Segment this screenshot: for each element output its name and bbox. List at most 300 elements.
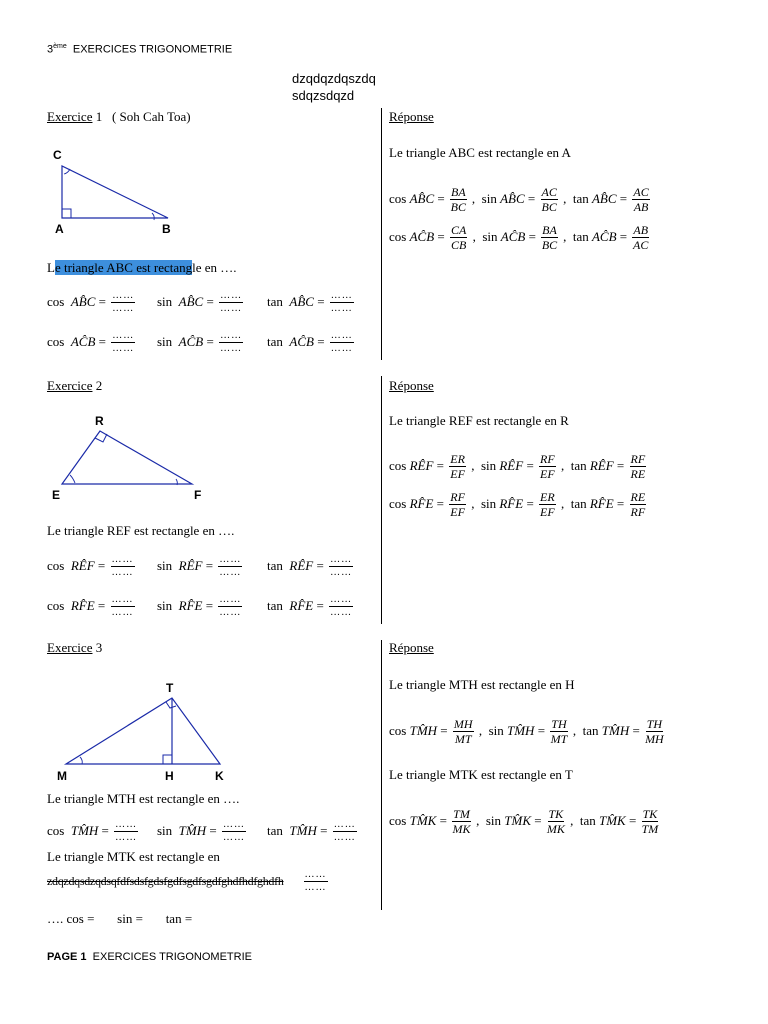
ex3-answer-a-ratio-den: MT (550, 731, 568, 746)
ex3-answer-b-fn: tan (579, 813, 599, 828)
answer-3-formulas-1 (389, 711, 729, 751)
ex3-question-fn: cos (47, 823, 71, 838)
ex3-answer-b-ratio (452, 808, 471, 835)
ex2-question-blank-num: …… (330, 553, 353, 565)
label-k: K (215, 769, 224, 783)
ex3-answer-b-angle: TM̂K (598, 813, 626, 828)
ex2-answer-ratio (630, 453, 647, 480)
ex3-question-fn: tan (267, 823, 290, 838)
ex1-question-item (267, 331, 377, 354)
ex1-answer-ratio-den: AC (633, 237, 649, 252)
ex1-answer-eq: = (616, 191, 631, 206)
exercise-2-word: Exercice (47, 378, 93, 393)
exercise-2-sentence: Le triangle REF est rectangle en …. (47, 523, 235, 538)
page-header (47, 43, 232, 56)
exercise-2-questions (47, 546, 377, 626)
ex2-answer-angle: RF̂E (499, 496, 524, 511)
ex2-answer-eq: = (523, 458, 538, 473)
ex1-question-blank-den: …… (220, 342, 243, 354)
ex3-question-blank (333, 820, 357, 843)
ex2-answer-ratio (539, 491, 556, 518)
ex2-question-row (47, 546, 377, 586)
ex2-question-angle: RF̂E (289, 598, 314, 613)
ex2-question-eq: = (202, 558, 217, 573)
ex2-question-angle: RF̂E (178, 598, 203, 613)
ex1-question-blank-num: …… (112, 289, 135, 301)
ex1-question-angle: AB̂C (178, 294, 204, 309)
ex3-answer-b-angle: TM̂K (409, 813, 437, 828)
ex2-question-blank-num: …… (330, 593, 353, 605)
ex2-answer-ratio (449, 491, 466, 518)
selected-text[interactable]: e triangle ABC est rectang (54, 260, 193, 275)
label-f: F (194, 488, 202, 502)
ex1-question-eq: = (203, 294, 218, 309)
exercise-1-num: 1 (95, 109, 103, 124)
ex1-question-angle: AB̂C (289, 294, 314, 309)
answer-3-sentence-2: Le triangle MTK est rectangle en T (389, 767, 573, 782)
ex2-answer-ratio-num: RF (630, 451, 646, 466)
garbled-text: zdqzdqsdzqdsqfdfsdsfgdsfgdfsgdfsgdfghdfhdfghdfh (47, 874, 284, 888)
exercise-1-hint: ( Soh Cah Toa) (111, 109, 191, 124)
ex2-answer-fn: cos (389, 458, 410, 473)
ex1-question-blank-num: …… (220, 289, 243, 301)
exercise-3-garbled-row[interactable] (47, 870, 367, 893)
ex3-answer-a-eq: = (534, 723, 549, 738)
ex1-question-blank (111, 331, 135, 354)
ex2-question-blank (111, 595, 135, 618)
label-c: C (53, 148, 62, 162)
ex3-answer-a-ratio (645, 718, 664, 745)
ex3-answer-a-fn: tan (582, 723, 602, 738)
ex1-answer-ratio-num: BA (542, 222, 557, 237)
exercise-1-sentence (47, 260, 237, 276)
ex1-answer-ratio (632, 186, 649, 213)
garbled-fraction: $\frac{\dots\dots}{\dots\dots}$ (304, 869, 327, 893)
ex3-answer-b-sep: , (472, 813, 486, 828)
ex2-answer-row (389, 485, 719, 523)
last-line-sin: sin = (117, 911, 143, 926)
ex1-answer-ratio-num: AC (541, 184, 557, 199)
exercise-3-sentence-2: Le triangle MTK est rectangle en (47, 849, 220, 864)
ex1-question-eq: = (95, 294, 110, 309)
exercise-3-word: Exercice (47, 640, 93, 655)
typed-text[interactable] (292, 70, 376, 104)
ex3-answer-b-ratio (547, 808, 565, 835)
exercise-1-title (47, 109, 191, 125)
ex1-answer-eq: = (616, 229, 631, 244)
ex1-question-blank (219, 291, 243, 314)
ex3-question-angle: TM̂H (70, 823, 99, 838)
ex2-question-fn: sin (157, 598, 179, 613)
ex3-answer-a-ratio-num: MH (453, 716, 473, 731)
ex1-answer-ratio (450, 224, 467, 251)
ex3-answer-b-angle: TM̂K (504, 813, 531, 828)
ex3-answer-b-ratio-num: TK (548, 806, 564, 821)
ex2-answer-angle: RÊF (499, 458, 524, 473)
ex3-answer-b-eq: = (436, 813, 451, 828)
ex1-question-eq: = (313, 334, 328, 349)
ex2-answer-ratio-num: RF (450, 489, 465, 504)
ex1-question-item (47, 291, 157, 314)
ex1-question-angle: AĈB (289, 334, 314, 349)
ex2-question-item (157, 555, 267, 578)
ex1-answer-ratio-den: CB (451, 237, 467, 252)
ex1-answer-sep: , (468, 191, 482, 206)
ex2-question-blank (111, 555, 135, 578)
ex2-question-blank-den: …… (330, 566, 353, 578)
ex2-question-blank (218, 595, 242, 618)
ex2-question-blank-num: …… (219, 593, 242, 605)
ex2-question-angle: RÊF (70, 558, 95, 573)
exercise-3-title (47, 640, 102, 656)
ex2-answer-ratio (449, 453, 466, 480)
ex1-question-blank-den: …… (330, 342, 353, 354)
ex1-answer-fn: tan (572, 229, 592, 244)
ex2-question-eq: = (313, 598, 328, 613)
ex2-answer-fn: tan (570, 458, 590, 473)
ex2-question-blank (218, 555, 242, 578)
exercise-3-last-line (47, 911, 192, 927)
ex2-question-blank-den: …… (219, 566, 242, 578)
last-line-cos: …. cos = (47, 911, 95, 926)
header-title: EXERCICES TRIGONOMETRIE (72, 43, 233, 56)
ex1-question-item (157, 331, 267, 354)
ex2-answer-ratio (630, 491, 647, 518)
ex1-answer-ratio-den: BC (450, 199, 466, 214)
answer-2-title: Réponse (389, 378, 434, 393)
answer-3-sentence-1: Le triangle MTH est rectangle en H (389, 677, 575, 692)
ex2-answer-eq: = (433, 496, 448, 511)
ex1-answer-fn: cos (389, 191, 410, 206)
ex3-answer-b-eq: = (531, 813, 545, 828)
ex2-answer-angle: RÊF (589, 458, 614, 473)
ex1-answer-sep: , (469, 229, 483, 244)
ex2-question-blank (329, 595, 353, 618)
ex3-question-blank-den: …… (222, 831, 245, 843)
ex3-question-blank-num: …… (115, 818, 138, 830)
ex2-answer-ratio-num: ER (540, 489, 555, 504)
ex2-question-item (157, 595, 267, 618)
ex2-answer-sep: , (557, 496, 571, 511)
ex1-answer-row (389, 218, 719, 256)
ex1-question-blank-den: …… (112, 342, 135, 354)
sentence-suffix: le en …. (192, 260, 237, 275)
ex2-question-blank-num: …… (111, 553, 134, 565)
ex2-question-angle: RÊF (289, 558, 314, 573)
ex2-answer-fn: tan (570, 496, 590, 511)
ex1-question-item (157, 291, 267, 314)
ex1-question-blank (330, 331, 354, 354)
ex2-answer-angle: RF̂E (589, 496, 614, 511)
ex3-answer-a-angle: TM̂H (409, 723, 438, 738)
ex1-question-fn: tan (267, 334, 290, 349)
ex2-question-blank-den: …… (111, 606, 134, 618)
ex2-question-blank-num: …… (219, 553, 242, 565)
ex1-question-fn: cos (47, 334, 71, 349)
ex1-question-blank (219, 331, 243, 354)
ex3-answer-b-ratio-den: TM (641, 821, 659, 836)
ex3-answer-a-eq: = (629, 723, 644, 738)
ex2-answer-eq: = (613, 496, 628, 511)
ex1-answer-row (389, 180, 719, 218)
exercise-3-sentence-1: Le triangle MTH est rectangle en …. (47, 791, 240, 806)
ex3-question-angle: TM̂H (289, 823, 317, 838)
ex2-answer-ratio-den: EF (450, 504, 465, 519)
ex3-answer-b-sep: , (566, 813, 580, 828)
ex1-question-fn: sin (157, 334, 179, 349)
ex2-answer-eq: = (613, 458, 628, 473)
ex3-answer-a-eq: = (437, 723, 451, 738)
ex1-question-blank-den: …… (112, 302, 135, 314)
triangle-abc-figure (48, 144, 188, 239)
ex1-answer-angle: AB̂C (500, 191, 525, 206)
ex3-question-blank-den: …… (115, 831, 138, 843)
ex1-question-angle: AĈB (70, 334, 96, 349)
ex2-answer-ratio-den: RF (630, 504, 646, 519)
ex3-question-angle: TM̂H (178, 823, 207, 838)
ex1-question-fn: sin (157, 294, 179, 309)
label-a: A (55, 222, 64, 236)
ex2-answer-sep: , (467, 458, 481, 473)
ex2-answer-eq: = (523, 496, 538, 511)
ex2-question-eq: = (94, 558, 109, 573)
ex1-answer-ratio (450, 186, 467, 213)
ex2-answer-fn: sin (480, 496, 500, 511)
last-line-tan: tan = (165, 911, 193, 926)
ex3-question-item (267, 820, 377, 843)
ex2-question-item (267, 555, 377, 578)
ex1-answer-angle: AĈB (409, 229, 435, 244)
triangle-mtk-figure (52, 678, 242, 786)
ex1-answer-ratio-num: CA (451, 222, 467, 237)
ex1-answer-ratio (541, 224, 558, 251)
exercise-2-title (47, 378, 102, 394)
answer-2-sentence: Le triangle REF est rectangle en R (389, 413, 569, 428)
ex2-answer-ratio-den: EF (540, 504, 555, 519)
ex2-answer-ratio-num: RE (630, 489, 646, 504)
ex1-answer-sep: , (559, 191, 573, 206)
ex2-answer-ratio-den: EF (450, 466, 465, 481)
ex2-question-fn: tan (267, 598, 290, 613)
label-e: E (52, 488, 61, 502)
ex3-answer-b-ratio-den: MK (546, 821, 565, 836)
ex1-question-eq: = (203, 334, 218, 349)
ex3-answer-a-fn: sin (488, 723, 507, 738)
ex2-question-angle: RÊF (178, 558, 203, 573)
ex1-question-blank-num: …… (220, 329, 243, 341)
ex2-answer-ratio-num: ER (450, 451, 465, 466)
ex3-question-item (157, 820, 267, 843)
ex2-answer-sep: , (467, 496, 481, 511)
exercise-1-word: Exercice (47, 109, 93, 124)
ex2-question-item (47, 555, 157, 578)
answer-3-formulas-2 (389, 801, 729, 841)
ex1-answer-fn: tan (572, 191, 592, 206)
ex1-answer-eq: = (434, 191, 448, 206)
ex3-answer-b-eq: = (625, 813, 640, 828)
exercise-3-questions (47, 813, 377, 849)
ex1-answer-sep: , (559, 229, 573, 244)
ex3-question-blank (114, 820, 138, 843)
sentence-prefix: L (47, 260, 55, 275)
ex1-answer-ratio-den: AB (633, 199, 649, 214)
ex3-answer-a-ratio-den: MT (454, 731, 472, 746)
typed-line-1: dzqdqzdqszdq (292, 71, 376, 86)
header-level-sup: ème (53, 43, 67, 50)
ex3-answer-b-ratio (642, 808, 659, 835)
ex2-question-eq: = (202, 598, 217, 613)
ex2-question-row (47, 586, 377, 626)
ex1-question-eq: = (95, 334, 110, 349)
ex2-answer-angle: RF̂E (409, 496, 434, 511)
ex2-answer-eq: = (433, 458, 448, 473)
ex1-answer-angle: AB̂C (591, 191, 617, 206)
label-r: R (95, 414, 104, 428)
ex3-answer-b-fn: cos (389, 813, 410, 828)
page-footer (47, 951, 252, 963)
ex2-answer-fn: cos (389, 496, 410, 511)
label-t: T (166, 681, 174, 695)
ex3-question-row (47, 813, 377, 849)
ex1-answer-fn: sin (481, 191, 501, 206)
ex3-answer-b-ratio-num: TM (453, 806, 470, 821)
ex1-question-row (47, 282, 377, 322)
ex2-question-blank-num: …… (111, 593, 134, 605)
ex3-answer-a-sep: , (475, 723, 489, 738)
label-b: B (162, 222, 171, 236)
ex3-answer-a-angle: TM̂H (601, 723, 630, 738)
ex3-question-fn: sin (157, 823, 179, 838)
ex3-question-eq: = (98, 823, 113, 838)
ex1-question-blank (330, 291, 354, 314)
ex2-question-blank-den: …… (111, 566, 134, 578)
ex3-question-eq: = (316, 823, 331, 838)
answer-1-sentence: Le triangle ABC est rectangle en A (389, 145, 571, 160)
ex2-question-item (47, 595, 157, 618)
ex3-question-item (47, 820, 157, 843)
ex3-answer-a-fn: cos (389, 723, 410, 738)
ex2-question-angle: RF̂E (70, 598, 95, 613)
ex1-answer-angle: AB̂C (409, 191, 435, 206)
ex3-answer-a-ratio (550, 718, 567, 745)
ex2-answer-ratio-num: RF (540, 451, 555, 466)
ex2-question-fn: cos (47, 558, 71, 573)
ex2-question-fn: tan (267, 558, 290, 573)
triangle-ref-figure (48, 413, 218, 503)
ex2-answer-ratio-den: RE (630, 466, 646, 481)
footer-title: EXERCICES TRIGONOMETRIE (92, 951, 252, 963)
answer-1-formulas (389, 180, 719, 256)
ex1-answer-fn: cos (389, 229, 410, 244)
typed-line-2: sdqzsdqzd (292, 88, 355, 103)
ex1-question-blank-den: …… (330, 302, 353, 314)
ex1-answer-ratio (541, 186, 558, 213)
ex3-answer-a-row (389, 711, 729, 751)
ex1-answer-eq: = (434, 229, 448, 244)
ex1-answer-ratio-den: BC (541, 237, 558, 252)
ex1-answer-ratio (632, 224, 649, 251)
column-divider-2 (381, 376, 382, 624)
exercise-1-questions (47, 282, 377, 362)
column-divider-1 (381, 108, 382, 360)
ex3-question-blank-num: …… (333, 818, 356, 830)
ex2-question-item (267, 595, 377, 618)
ex2-question-eq: = (94, 598, 109, 613)
ex1-answer-ratio-num: BA (451, 184, 466, 199)
ex2-answer-angle: RÊF (409, 458, 434, 473)
ex2-question-blank-den: …… (330, 606, 353, 618)
ex1-question-fn: cos (47, 294, 71, 309)
ex1-question-row (47, 322, 377, 362)
ex2-answer-fn: sin (480, 458, 500, 473)
ex2-answer-ratio-den: EF (540, 466, 555, 481)
ex2-question-blank-den: …… (219, 606, 242, 618)
ex3-question-eq: = (206, 823, 220, 838)
ex3-answer-b-fn: sin (485, 813, 505, 828)
ex3-question-blank-den: …… (333, 831, 356, 843)
ex1-question-item (47, 331, 157, 354)
answer-2-formulas (389, 447, 719, 523)
header-level: 3 (47, 43, 54, 56)
ex2-answer-row (389, 447, 719, 485)
ex1-answer-fn: sin (482, 229, 501, 244)
answer-3-title: Réponse (389, 640, 434, 655)
footer-page-label: PAGE 1 (47, 951, 87, 963)
ex1-answer-ratio-den: BC (541, 199, 557, 214)
ex1-question-angle: AB̂C (70, 294, 96, 309)
ex3-answer-b-ratio-num: TK (642, 806, 658, 821)
ex1-answer-angle: AĈB (591, 229, 617, 244)
ex1-answer-ratio-num: AC (633, 184, 649, 199)
ex1-question-angle: AĈB (178, 334, 204, 349)
answer-1-title: Réponse (389, 109, 434, 124)
ex2-question-fn: cos (47, 598, 71, 613)
ex1-question-eq: = (313, 294, 328, 309)
ex3-answer-a-angle: TM̂H (506, 723, 535, 738)
ex1-answer-eq: = (525, 229, 540, 244)
ex2-question-blank (329, 555, 353, 578)
ex3-question-blank-num: …… (222, 818, 245, 830)
ex1-answer-eq: = (524, 191, 539, 206)
ex1-question-blank-den: …… (220, 302, 243, 314)
column-divider-3 (381, 640, 382, 910)
ex1-question-blank-num: …… (330, 289, 353, 301)
ex3-answer-a-ratio (453, 718, 474, 745)
ex2-answer-sep: , (557, 458, 571, 473)
label-h: H (165, 769, 174, 783)
ex3-answer-a-ratio-den: MH (645, 731, 664, 746)
ex2-answer-ratio (539, 453, 556, 480)
ex1-question-fn: tan (267, 294, 290, 309)
ex1-question-blank (111, 291, 135, 314)
ex2-question-eq: = (313, 558, 328, 573)
exercise-2-num: 2 (95, 378, 103, 393)
ex1-question-blank-num: …… (112, 329, 135, 341)
ex1-question-item (267, 291, 377, 314)
ex1-answer-ratio-num: AB (633, 222, 649, 237)
ex3-answer-a-sep: , (569, 723, 583, 738)
ex1-answer-angle: AĈB (500, 229, 526, 244)
ex3-answer-a-ratio-num: TH (646, 716, 663, 731)
label-m: M (57, 769, 67, 783)
ex1-question-blank-num: …… (330, 329, 353, 341)
ex3-answer-b-row (389, 801, 729, 841)
ex2-question-fn: sin (157, 558, 179, 573)
exercise-3-num: 3 (95, 640, 103, 655)
ex3-question-blank (222, 820, 246, 843)
ex3-answer-b-ratio-den: MK (452, 821, 471, 836)
ex3-answer-a-ratio-num: TH (551, 716, 567, 731)
